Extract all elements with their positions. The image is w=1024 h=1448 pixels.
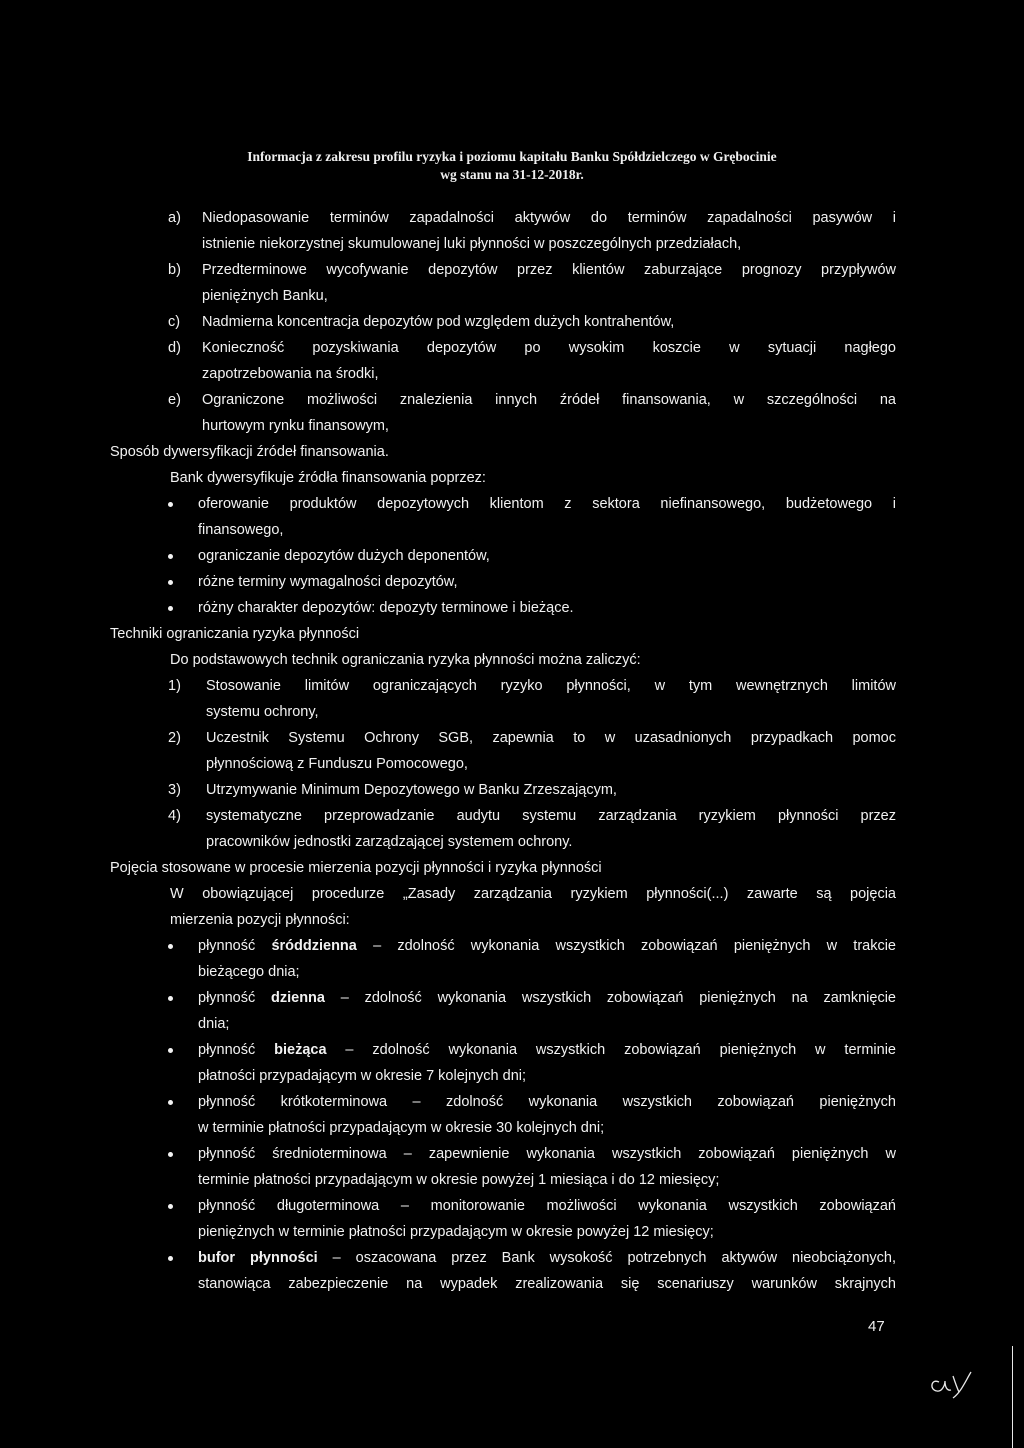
list-item	[168, 205, 896, 257]
list-item-line: Ograniczone możliwości znalezienia innych źródeł finansowania, w szczególności na	[202, 392, 896, 408]
bullet-dot-icon	[168, 580, 173, 585]
section-intro: Bank dywersyfikuje źródła finansowania poprzez:	[170, 470, 486, 486]
list-item	[168, 309, 896, 335]
bullet-line: dnia;	[198, 1016, 230, 1032]
numbered-line: Utrzymywanie Minimum Depozytowego w Banku Zrzeszającym,	[206, 782, 617, 798]
bullet-dot-icon	[168, 606, 173, 611]
bullet-line: płynność krótkoterminowa – zdolność wykonania wszystkich zobowiązań pieniężnych	[198, 1094, 896, 1110]
bullet-line: finansowego,	[198, 522, 284, 538]
header-date: wg stanu na 31-12-2018r.	[440, 167, 584, 182]
bullet-dot-icon	[168, 1100, 173, 1105]
section-intro: W obowiązującej procedurze „Zasady zarządzania ryzykiem płynności(...) zawarte są pojęcia	[170, 886, 896, 902]
list-marker: c)	[168, 314, 181, 330]
bullet-dot-icon	[168, 996, 173, 1001]
term-definition: – oszacowana przez Bank wysokość potrzebnych aktywów nieobciążonych,	[317, 1250, 896, 1266]
numbered-item	[168, 673, 896, 725]
bullet-item	[198, 595, 896, 621]
section-heading: Sposób dywersyfikacji źródeł finansowania.	[110, 444, 389, 460]
list-item-line: Konieczność pozyskiwania depozytów po wysokim koszcie w sytuacji nagłego	[202, 340, 896, 356]
bullet-line: pieniężnych w terminie płatności przypadającym w okresie powyżej 12 miesięcy;	[198, 1224, 714, 1240]
bullet-item	[198, 1245, 896, 1297]
section-heading: Techniki ograniczania ryzyka płynności	[110, 626, 360, 642]
numbered-line: systematyczne przeprowadzanie audytu systemu zarządzania ryzykiem płynności przez	[206, 808, 896, 824]
bullet-line: płatności przypadającym w okresie 7 kolejnych dni;	[198, 1068, 527, 1084]
term-bold: śróddzienna	[271, 938, 357, 954]
list-item	[168, 257, 896, 309]
numbered-line: Stosowanie limitów ograniczających ryzyko płynności, w tym wewnętrznych limitów	[206, 678, 896, 694]
numbered-line: Uczestnik Systemu Ochrony SGB, zapewnia to w uzasadnionych przypadkach pomoc	[206, 730, 896, 746]
bullet-line: terminie płatności przypadającym w okresie powyżej 1 miesiąca i do 12 miesięcy;	[198, 1172, 720, 1188]
bullet-line	[198, 1037, 896, 1063]
list-item	[168, 335, 896, 387]
section-intro: mierzenia pozycji płynności:	[170, 912, 350, 928]
numbered-line: płynnościową z Funduszu Pomocowego,	[206, 756, 468, 772]
bullet-dot-icon	[168, 1204, 173, 1209]
item-number: 4)	[168, 808, 181, 824]
list-marker: b)	[168, 262, 181, 278]
bullet-line: różny charakter depozytów: depozyty terminowe i bieżące.	[198, 600, 574, 616]
list-item-line: zapotrzebowania na środki,	[202, 366, 379, 382]
bullet-line	[198, 933, 896, 959]
term-definition: – zdolność wykonania wszystkich zobowiązań pieniężnych na zamknięcie	[324, 990, 896, 1006]
bullet-line: ograniczanie depozytów dużych deponentów,	[198, 548, 490, 564]
list-item-line: Przedterminowe wycofywanie depozytów przez klientów zaburzające prognozy przypływów	[202, 262, 896, 278]
bullet-line: różne terminy wymagalności depozytów,	[198, 574, 458, 590]
bullet-item	[198, 1037, 896, 1089]
page-number: 47	[868, 1318, 885, 1335]
bullet-line: stanowiąca zabezpieczenie na wypadek zrealizowania się scenariuszy warunków skrajnych	[198, 1276, 896, 1292]
bullet-item	[198, 1193, 896, 1245]
section-heading: Pojęcia stosowane w procesie mierzenia pozycji płynności i ryzyka płynności	[110, 860, 602, 876]
list-item-line: istnienie niekorzystnej skumulowanej luki płynności w poszczególnych przedziałach,	[202, 236, 742, 252]
item-number: 2)	[168, 730, 181, 746]
item-number: 3)	[168, 782, 181, 798]
bullet-item	[198, 569, 896, 595]
section-intro: Do podstawowych technik ograniczania ryzyka płynności można zaliczyć:	[170, 652, 641, 668]
bullet-dot-icon	[168, 1256, 173, 1261]
handwritten-initials-icon	[925, 1360, 985, 1400]
header-title: Informacja z zakresu profilu ryzyka i poziomu kapitału Banku Spółdzielczego w Grębocinie	[247, 149, 777, 164]
bullet-item	[198, 985, 896, 1037]
term-prefix: płynność	[198, 990, 271, 1006]
bullet-line: oferowanie produktów depozytowych klientom z sektora niefinansowego, budżetowego i	[198, 496, 896, 512]
bullet-line: w terminie płatności przypadającym w okresie 30 kolejnych dni;	[198, 1120, 605, 1136]
bullet-dot-icon	[168, 1048, 173, 1053]
term-bold: bufor płynności	[198, 1250, 318, 1266]
numbered-line: pracowników jednostki zarządzającej systemem ochrony.	[206, 834, 573, 850]
margin-line	[1012, 1346, 1013, 1448]
numbered-item	[168, 725, 896, 777]
numbered-item	[168, 803, 896, 855]
term-bold: dzienna	[271, 990, 325, 1006]
bullet-line: płynność średnioterminowa – zapewnienie wykonania wszystkich zobowiązań pieniężnych w	[198, 1146, 896, 1162]
bullet-line	[198, 985, 896, 1011]
list-item-line: hurtowym rynku finansowym,	[202, 418, 389, 434]
bullet-line: bieżącego dnia;	[198, 964, 300, 980]
term-bold: bieżąca	[274, 1042, 327, 1058]
bullet-item	[198, 1089, 896, 1141]
term-definition: – zdolność wykonania wszystkich zobowiązań pieniężnych w trakcie	[356, 938, 897, 954]
list-marker: d)	[168, 340, 181, 356]
list-marker: e)	[168, 392, 181, 408]
bullet-dot-icon	[168, 554, 173, 559]
page-header	[0, 148, 1024, 184]
term-prefix: płynność	[198, 1042, 275, 1058]
numbered-line: systemu ochrony,	[206, 704, 319, 720]
term-prefix: płynność	[198, 938, 272, 954]
bullet-line: płynność długoterminowa – monitorowanie możliwości wykonania wszystkich zobowiązań	[198, 1198, 896, 1214]
bullet-item	[198, 543, 896, 569]
list-item-line: Nadmierna koncentracja depozytów pod względem dużych kontrahentów,	[202, 314, 675, 330]
list-item-line: pieniężnych Banku,	[202, 288, 328, 304]
bullet-dot-icon	[168, 502, 173, 507]
bullet-item	[198, 1141, 896, 1193]
list-item-line: Niedopasowanie terminów zapadalności aktywów do terminów zapadalności pasywów i	[202, 210, 896, 226]
list-marker: a)	[168, 210, 181, 226]
document-body	[0, 205, 1024, 1297]
bullet-dot-icon	[168, 1152, 173, 1157]
numbered-item	[168, 777, 896, 803]
bullet-dot-icon	[168, 944, 173, 949]
item-number: 1)	[168, 678, 181, 694]
bullet-item	[198, 933, 896, 985]
bullet-line	[198, 1245, 896, 1271]
list-item	[168, 387, 896, 439]
term-definition: – zdolność wykonania wszystkich zobowiązań pieniężnych w terminie	[326, 1042, 896, 1058]
bullet-item	[198, 491, 896, 543]
